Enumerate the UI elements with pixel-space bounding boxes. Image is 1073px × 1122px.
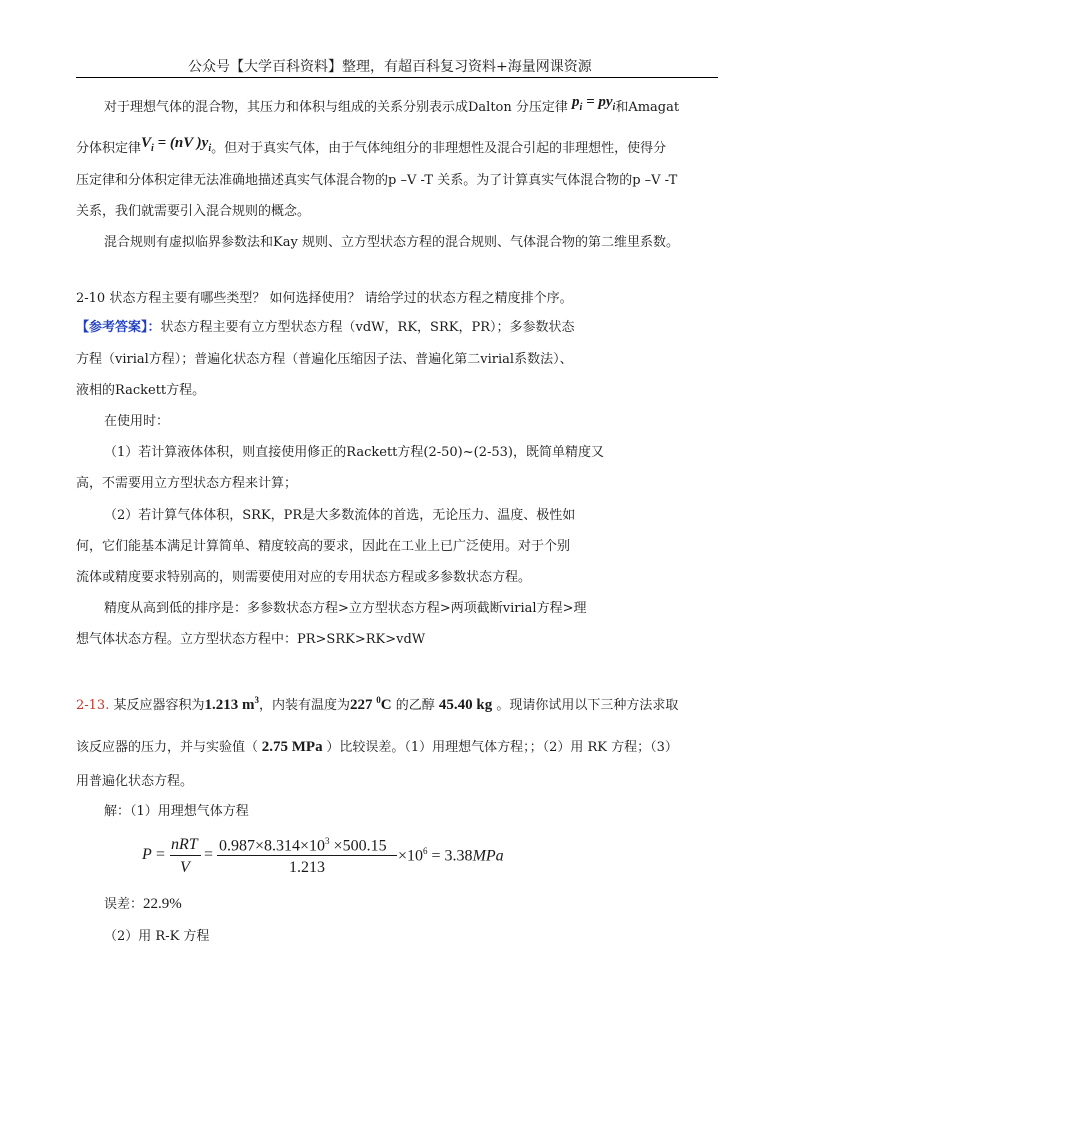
q210-line3: 液相的Rackett方程。 <box>76 383 206 398</box>
dalton-rsub: i <box>612 102 616 113</box>
q213-text-b2: ）比较误差。（1）用理想气体方程；；（2）用 RK 方程；（3） <box>326 740 678 755</box>
amagat-lhs: V <box>141 135 152 151</box>
error-line <box>104 893 182 913</box>
dalton-equation <box>572 94 616 113</box>
formula-numerator <box>219 836 387 855</box>
temp-value: 227 <box>350 697 377 713</box>
header-rule <box>76 77 718 78</box>
formula-nrt: nRT <box>171 836 198 853</box>
q213-volume <box>204 697 259 713</box>
p1-line5: 混合规则有虚拟临界参数法和Kay 规则、立方型状态方程的混合规则、气体混合物的第二维里系数。 <box>104 235 679 250</box>
formula-frac-line-1 <box>170 855 201 856</box>
formula-result: = 3.38 <box>427 847 473 865</box>
q210-line4: 在使用时： <box>104 414 170 429</box>
q213-text-b1: 该反应器的压力，并与实验值（ <box>76 740 259 755</box>
amagat-equation <box>141 135 212 154</box>
q210-line9: 流体或精度要求特别高的，则需要使用对应的专用状态方程或多参数状态方程。 <box>76 570 532 585</box>
q213-line1 <box>76 694 678 714</box>
p1-line4: 关系，我们就需要引入混合规则的概念。 <box>76 204 311 219</box>
formula-denominator: 1.213 <box>289 859 325 876</box>
q210-line7: （2）若计算气体体积，SRK，PR是大多数流体的首选，无论压力、温度、极性如 <box>104 508 576 523</box>
multiplier-exp: 6 <box>423 846 428 856</box>
numerator-tail: ×500.15 <box>329 837 387 855</box>
q213-text-a3: 的乙醇 <box>391 698 439 713</box>
q213-line2 <box>76 736 678 756</box>
p1-line2-tail: 。但对于真实气体，由于气体纯组分的非理想性及混合引起的非理想性，使得分 <box>211 141 667 156</box>
q210-line11: 想气体状态方程。立方型状态方程中：PR>SRK>RK>vdW <box>76 632 426 647</box>
q210-line5: （1）若计算液体体积，则直接使用修正的Rackett方程(2-50)~(2-53)，既简单精度又 <box>104 445 604 460</box>
p1-line2 <box>76 137 666 159</box>
amagat-sub: i <box>151 143 154 154</box>
part2-heading: （2）用 R-K 方程 <box>104 929 210 944</box>
page-header: 公众号【大学百科资料】整理，有超百科复习资料+海量网课资源 <box>188 59 592 75</box>
formula-P: P <box>142 846 152 863</box>
q213-pressure: 2.75 MPa <box>258 739 327 755</box>
numerator-main: 0.987×8.314×10 <box>219 837 326 855</box>
q213-text-a4: 。现请你试用以下三种方法求取 <box>492 698 679 713</box>
dalton-sub: i <box>579 102 583 113</box>
answer-tag: 【参考答案】： <box>76 320 161 335</box>
temp-sup: 0 <box>376 695 381 705</box>
q213-text-a2: ，内装有温度为 <box>258 698 350 713</box>
q213-line3: 用普遍化状态方程。 <box>76 774 194 789</box>
q210-line1 <box>76 316 575 335</box>
multiplier-base: ×10 <box>398 847 424 865</box>
solution-intro: 解：（1）用理想气体方程 <box>104 804 249 819</box>
numerator-exp: 3 <box>325 836 330 846</box>
p1-line1-text: 对于理想气体的混合物，其压力和体积与组成的关系分别表示成Dalton 分压定律 <box>104 100 568 115</box>
q210-line1-text: 状态方程主要有立方型状态方程（vdW，RK，SRK，PR）；多参数状态 <box>160 320 575 335</box>
amagat-rhs: = (nV )y <box>153 135 209 151</box>
q210-line6: 高，不需要用立方型状态方程来计算； <box>76 476 298 491</box>
q210-line10: 精度从高到低的排序是：多参数状态方程>立方型状态方程>两项截断virial方程>理 <box>104 601 587 616</box>
q210-question: 2-10 状态方程主要有哪些类型？ 如何选择使用？ 请给学过的状态方程之精度排个序。 <box>76 291 573 306</box>
formula-multiplier <box>398 846 504 865</box>
temp-unit: C <box>380 697 392 713</box>
q210-line2: 方程（virial方程）；普遍化状态方程（普遍化压缩因子法、普遍化第二virial系数法）、 <box>76 352 573 367</box>
formula-frac-line-2 <box>217 855 397 856</box>
p1-line1 <box>104 96 679 118</box>
p1-line3: 压定律和分体积定律无法准确地描述真实气体混合物的p –V -T 关系。为了计算真实气体混合物的p –V -T <box>76 173 678 188</box>
formula-unit: MPa <box>472 847 504 865</box>
q213-number: 2-13. <box>76 698 110 713</box>
volume-value: 1.213 m <box>204 697 255 713</box>
formula-v: V <box>180 859 190 876</box>
error-value: 22.9% <box>143 896 182 912</box>
volume-sup: 3 <box>254 695 259 705</box>
q213-mass: 45.40 kg <box>438 697 493 713</box>
error-label: 误差： <box>104 897 144 912</box>
dalton-rhs: = py <box>582 94 613 110</box>
p1-line2-text: 分体积定律 <box>76 141 142 156</box>
amagat-rsub: i <box>208 143 212 154</box>
dalton-lhs: p <box>572 94 580 110</box>
q213-temperature <box>350 697 392 713</box>
q213-text-a1: 某反应器容积为 <box>109 698 205 713</box>
q210-line8: 何，它们能基本满足计算简单、精度较高的要求，因此在工业上已广泛使用。对于个别 <box>76 539 571 554</box>
formula-eq2: = <box>204 846 214 863</box>
formula-eq1: = <box>156 846 166 863</box>
p1-line1-tail: 和Amagat <box>615 100 680 115</box>
